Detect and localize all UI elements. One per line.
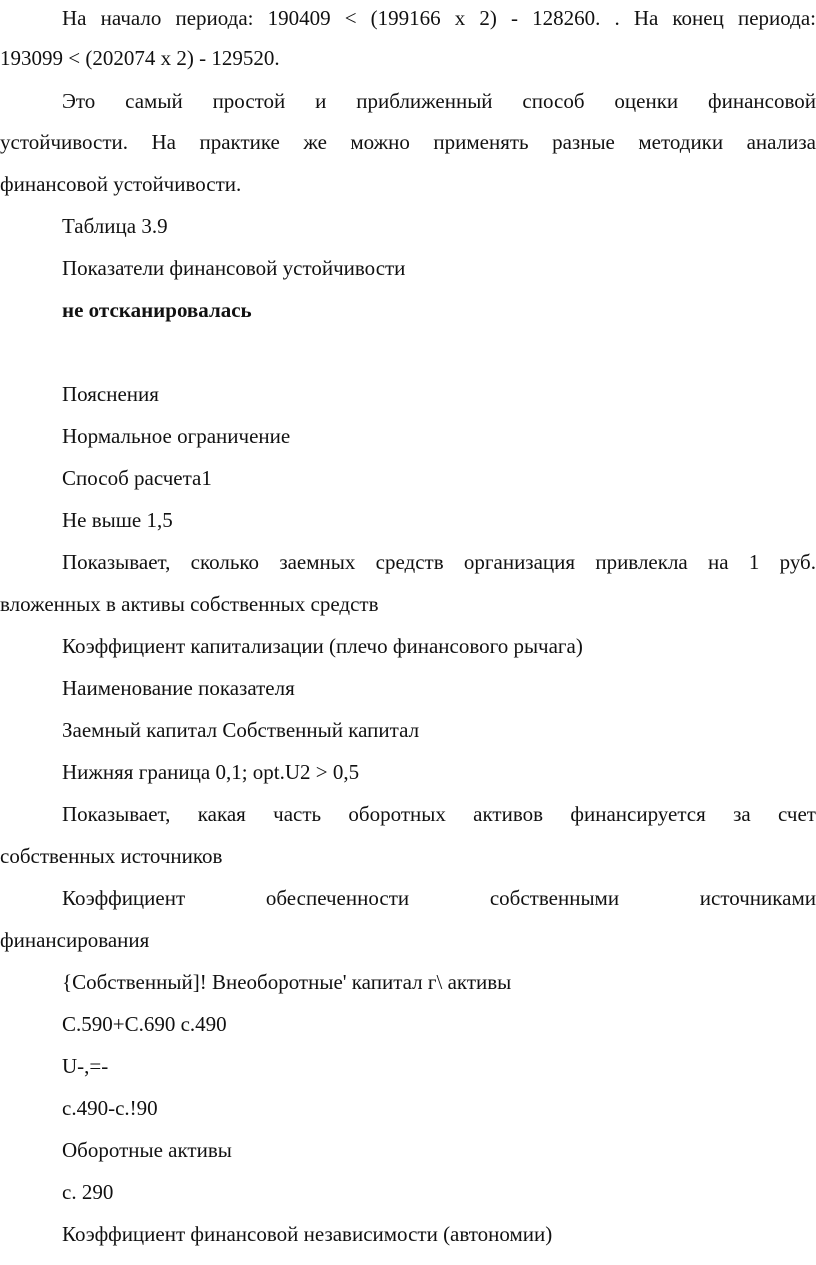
table-number: Таблица 3.9 xyxy=(62,214,168,238)
text-line-invested-assets: вложенных в активы собственных средств xyxy=(0,592,379,616)
text-line-capital-formula: Заемный капитал Собственный капитал xyxy=(62,718,420,742)
text-line-calculation-method: Способ расчета1 xyxy=(62,466,212,490)
text-line-coverage-ratio: Коэффициент обеспеченности собственными источниками xyxy=(62,886,816,910)
text-line-period-end: 193099 < (202074 х 2) - 129520. xyxy=(0,46,280,70)
text-line-own-sources: собственных источников xyxy=(0,844,223,868)
text-line-lines-590-690: С.590+С.690 с.490 xyxy=(62,1012,227,1036)
text-line-normal-limit: Нормальное ограничение xyxy=(62,424,291,448)
text-line-capitalization-ratio: Коэффициент капитализации (плечо финансового рычага) xyxy=(62,634,583,658)
text-line-autonomy-ratio: Коэффициент финансовой независимости (автономии) xyxy=(62,1222,553,1246)
text-line-lines-490-190: с.490-с.!90 xyxy=(62,1096,158,1120)
scan-note: не отсканировалась xyxy=(62,298,252,322)
text-line-explanations: Пояснения xyxy=(62,382,159,406)
text-line-indicator-name: Наименование показателя xyxy=(62,676,295,700)
text-line-lower-bound: Нижняя граница 0,1; opt.U2 > 0,5 xyxy=(62,760,360,784)
table-title: Показатели финансовой устойчивости xyxy=(62,256,406,280)
text-line-financing: финансирования xyxy=(0,928,150,952)
text-line-period-start: На начало периода: 190409 < (199166 х 2) - 128260. . На конец периода: xyxy=(62,6,816,30)
text-line-shows-current-assets: Показывает, какая часть оборотных активов финансируется за счет xyxy=(62,802,816,826)
text-line-paragraph-1: Это самый простой и приближенный способ оценки финансовой xyxy=(62,89,816,113)
text-line-shows-borrowed: Показывает, сколько заемных средств организация привлекла на 1 руб. xyxy=(62,550,816,574)
text-line-paragraph-2: устойчивости. На практике же можно применять разные методики анализа xyxy=(0,130,816,154)
text-line-u-formula: U-,=- xyxy=(62,1054,109,1078)
text-line-current-assets: Оборотные активы xyxy=(62,1138,232,1162)
text-line-line-290: с. 290 xyxy=(62,1180,114,1204)
text-line-paragraph-3: финансовой устойчивости. xyxy=(0,172,242,196)
text-line-own-capital-formula: {Собственный]! Внеоборотные' капитал г\ активы xyxy=(62,970,512,994)
text-line-not-above: Не выше 1,5 xyxy=(62,508,173,532)
